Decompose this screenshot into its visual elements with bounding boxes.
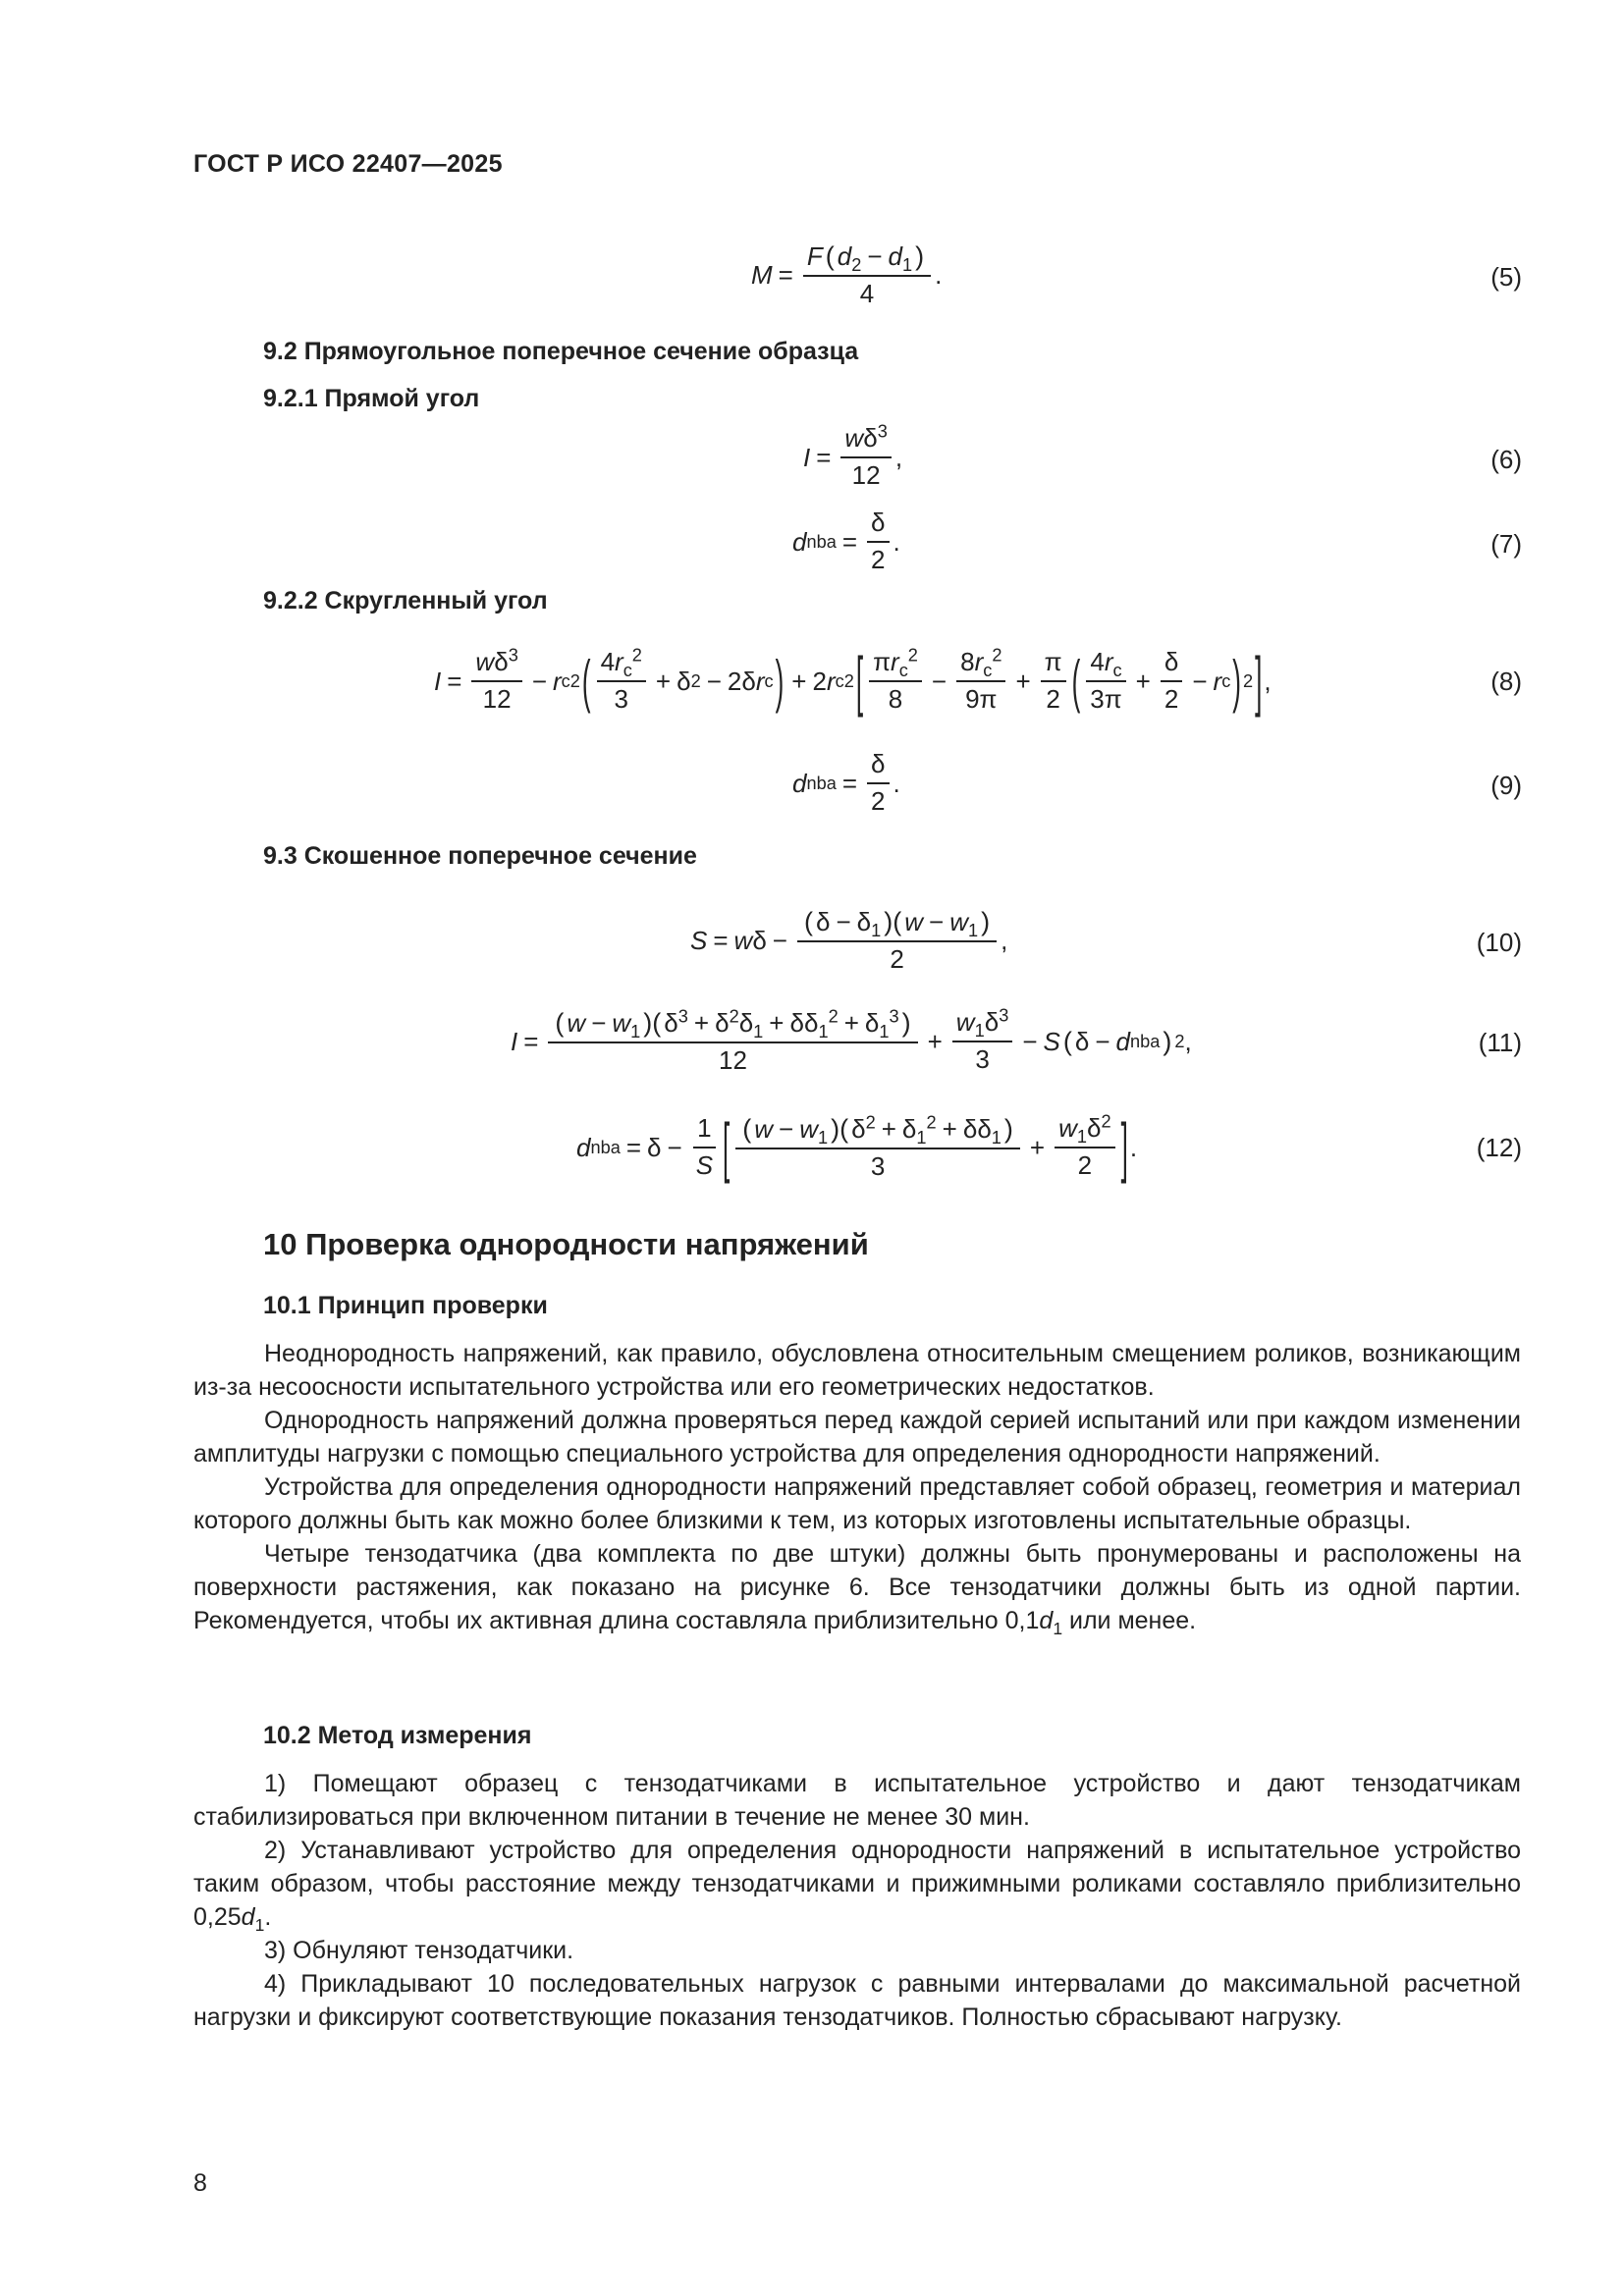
paragraph-text-tail: или менее. [1062, 1607, 1197, 1634]
heading-9-2-2: 9.2.2 Скругленный угол [263, 587, 548, 614]
equation-number-10: (10) [1476, 928, 1522, 957]
heading-9-3: 9.3 Скошенное поперечное сечение [263, 842, 697, 870]
section-10-2-text [193, 1767, 1521, 2034]
equation-10: S = w δ − $\frac{( \delta - \delta_1 )( w - w_1 )}{2}$ , (10) [690, 906, 1522, 974]
paragraph: Однородность напряжений должна проверяться перед каждой серией испытаний или при каждом изменении амплитуды нагрузки с помощью специального устройства для определения однородности напряжений. [193, 1407, 1521, 1468]
paragraph: Устройства для определения однородности напряжений представляет собой образец, геометрия и материал которого должны быть как можно более близкими к тем, из которых изготовлены испытательные образцы. [193, 1473, 1521, 1534]
paragraph-text: Четыре тензодатчика (два комплекта по две штуки) должны быть пронумерованы и расположены на поверхности растяжения, как показано на рисунке 6. Все тензодатчики должны быть из одной партии. Рекомендуется, чтобы их активная длина составляла приблизительно 0,1 [193, 1540, 1521, 1634]
equation-number-11: (11) [1478, 1028, 1522, 1057]
heading-10-2: 10.2 Метод измерения [263, 1722, 532, 1749]
equation-number-8: (8) [1490, 667, 1522, 696]
equation-number-9: (9) [1490, 771, 1522, 800]
equation-7: d nba = $\frac{\delta}{2}$ . (7) [792, 507, 1522, 574]
step-2-tail: . [264, 1903, 272, 1931]
equation-11: I = $\frac{( w - w_1 )( \delta^3 + \delta^2\delta_1 + \delta\delta_1^2 + \delta_1^3 )}{12}$ + $\frac{w_1\delta^3}{3}$ − S ( δ − d nba ) 2 , (11) [511, 1005, 1522, 1075]
equation-number-6: (6) [1490, 445, 1522, 474]
heading-10-1: 10.1 Принцип проверки [263, 1292, 548, 1319]
equation-number-12: (12) [1476, 1133, 1522, 1162]
section-10-1-text [193, 1337, 1521, 1637]
page-number: 8 [193, 2169, 207, 2197]
step-2-text: 2) Устанавливают устройство для определения однородности напряжений в испытательное устройство таким образом, чтобы расстояние между тензодатчиками и прижимными роликами составляло приблизительно 0,25 [193, 1837, 1521, 1931]
heading-9-2-1: 9.2.1 Прямой угол [263, 385, 480, 412]
equation-6: I = $\frac{w\delta^3}{12}$ , (6) [803, 421, 1522, 490]
step-4: 4) Прикладывают 10 последовательных нагрузок с равными интервалами до максимальной расчетной нагрузки и фиксируют соответствующие показания тензодатчиков. Полностью сбрасывают нагрузку. [193, 1970, 1521, 2031]
equation-5: M = $\frac{F ( d_2 - d_1 )}{4}$ . (5) [751, 240, 1522, 308]
heading-9-2: 9.2 Прямоугольное поперечное сечение образца [263, 338, 859, 365]
equation-8: I = $\frac{w\delta^3}{12}$ − r c 2 ( $4r_c^2$ 3 + δ 2 − 2δ r c ) + 2 r c 2 [ $\pi r_c^2$ 8 − $\frac{8r_c^2}{9\pi}$ + $\frac{\pi}{2}$ ( $4r_c$ 3π + $\frac{\delta}{2}$ − r c ) 2 ] , (8) [434, 641, 1522, 719]
step-2: 2) Устанавливают устройство для определения однородности напряжений в испытательное устройство таким образом, чтобы расстояние между тензодатчиками и прижимными роликами составляло приблизительно $0,25d_1$. [193, 1837, 1521, 1935]
equation-12: d nba = δ − $\frac{1}{S}$ [ ( $w - w_1$ )( $\delta^2 + \delta_1^2 + \delta\delta_1$ ) 3 + $\frac{w_1\delta^2}{2}$ ] . (12) [576, 1107, 1522, 1185]
step-1: 1) Помещают образец с тензодатчиками в испытательное устройство и дают тензодатчикам стабилизироваться при включенном питании в течение не менее 30 мин. [193, 1770, 1521, 1831]
heading-10: 10 Проверка однородности напряжений [263, 1227, 869, 1261]
paragraph: Четыре тензодатчика (два комплекта по две штуки) должны быть пронумерованы и расположены на поверхности растяжения, как показано на рисунке 6. Все тензодатчики должны быть из одной партии. Рекомендуется, чтобы их активная длина составляла приблизительно $0,1d_1$ или менее. [193, 1540, 1521, 1638]
step-3: 3) Обнуляют тензодатчики. [264, 1937, 574, 1964]
paragraph: Неоднородность напряжений, как правило, обусловлена относительным смещением роликов, возникающим из-за несоосности испытательного устройства или его геометрических недостатков. [193, 1340, 1521, 1401]
document-header: ГОСТ Р ИСО 22407—2025 [193, 150, 503, 178]
equation-9: d nba = $\frac{\delta}{2}$ . (9) [792, 749, 1522, 816]
equation-number-7: (7) [1490, 529, 1522, 559]
equation-number-5: (5) [1490, 262, 1522, 292]
